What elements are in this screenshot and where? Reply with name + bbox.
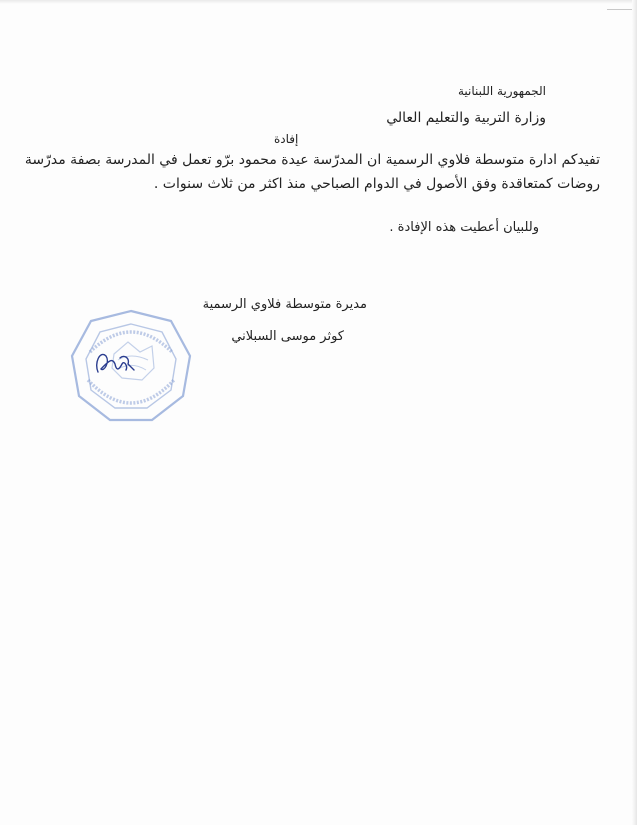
official-seal-icon xyxy=(68,308,194,424)
scan-right-edge xyxy=(632,0,637,825)
handwritten-signature-icon xyxy=(97,354,134,372)
scan-top-edge xyxy=(0,0,637,4)
seal-emblem xyxy=(112,342,154,380)
body-paragraph: تفيدكم ادارة متوسطة فلاوي الرسمية ان المدرّسة عيدة محمود برّو تعمل في المدرسة بصفة مدرّسة روضات كمتعاقدة وفق الأصول في الدوام الصباحي منذ اكثر من ثلاث سنوات . xyxy=(24,152,600,192)
header-ministry: وزارة التربية والتعليم العالي xyxy=(386,110,546,126)
seal-text-arc-top xyxy=(90,332,172,352)
seal-inner-ring xyxy=(86,324,176,408)
signatory-name: كوثر موسى السبلاني xyxy=(231,329,344,344)
signatory-role: مديرة متوسطة فلاوي الرسمية xyxy=(202,297,367,312)
document-title: إفادة xyxy=(274,132,299,146)
closing-line: وللبيان أعطيت هذه الإفادة . xyxy=(389,220,539,235)
seal-text-arc-bottom xyxy=(88,380,174,403)
header-republic: الجمهورية اللبنانية xyxy=(457,84,546,98)
